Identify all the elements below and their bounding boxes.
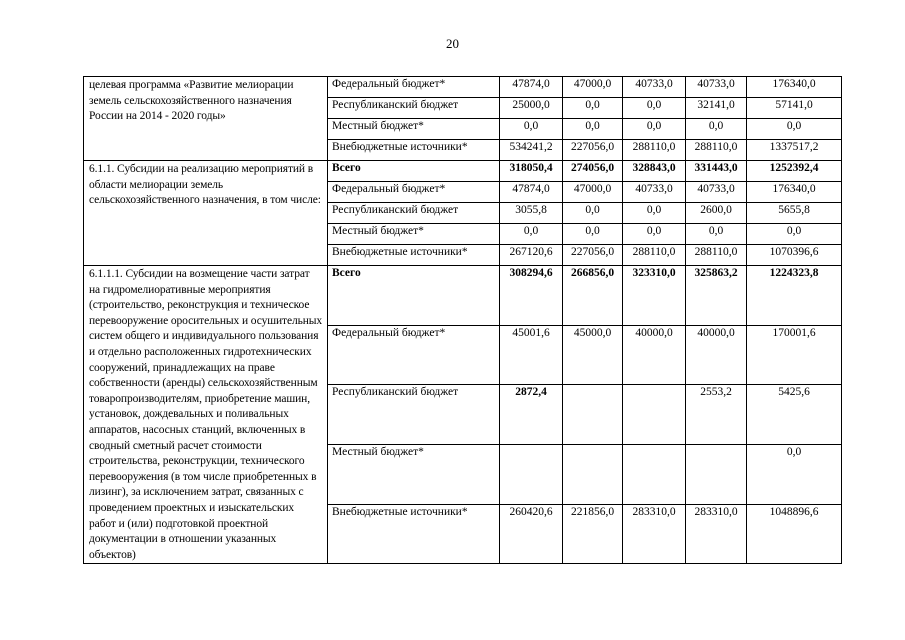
- value-cell: [623, 385, 686, 445]
- value-cell: 0,0: [563, 119, 623, 140]
- value-cell: [500, 444, 563, 504]
- funding-source: Федеральный бюджет*: [328, 182, 500, 203]
- value-cell: 47000,0: [563, 77, 623, 98]
- value-cell: 1048896,6: [747, 504, 842, 564]
- funding-source: Республиканский бюджет: [328, 98, 500, 119]
- budget-table: [83, 76, 842, 564]
- value-cell: 0,0: [686, 224, 747, 245]
- item-description: целевая программа «Развитие мелиорации земель сельскохозяйственного назначения России на 2014 - 2020 годы»: [84, 77, 328, 161]
- value-cell: 25000,0: [500, 98, 563, 119]
- funding-source: Местный бюджет*: [328, 119, 500, 140]
- value-cell: 5655,8: [747, 203, 842, 224]
- value-cell: 328843,0: [623, 161, 686, 182]
- value-cell: 0,0: [623, 119, 686, 140]
- funding-source: Местный бюджет*: [328, 224, 500, 245]
- value-cell: 534241,2: [500, 140, 563, 161]
- table-row: [84, 161, 842, 182]
- funding-source: Внебюджетные источники*: [328, 504, 500, 564]
- value-cell: 1252392,4: [747, 161, 842, 182]
- value-cell: [563, 444, 623, 504]
- value-cell: 0,0: [500, 224, 563, 245]
- funding-source: Республиканский бюджет: [328, 385, 500, 445]
- value-cell: 227056,0: [563, 245, 623, 266]
- value-cell: 0,0: [500, 119, 563, 140]
- value-cell: 40000,0: [623, 325, 686, 385]
- value-cell: 288110,0: [686, 140, 747, 161]
- table-row: [84, 266, 842, 326]
- value-cell: 0,0: [623, 98, 686, 119]
- value-cell: 274056,0: [563, 161, 623, 182]
- table-row: [84, 77, 842, 98]
- value-cell: [686, 444, 747, 504]
- value-cell: 40733,0: [686, 182, 747, 203]
- value-cell: 2600,0: [686, 203, 747, 224]
- value-cell: 318050,4: [500, 161, 563, 182]
- funding-source: Внебюджетные источники*: [328, 245, 500, 266]
- value-cell: 2872,4: [500, 385, 563, 445]
- value-cell: 283310,0: [686, 504, 747, 564]
- value-cell: 47874,0: [500, 182, 563, 203]
- value-cell: 0,0: [747, 224, 842, 245]
- funding-source: Всего: [328, 266, 500, 326]
- funding-source: Федеральный бюджет*: [328, 77, 500, 98]
- value-cell: 308294,6: [500, 266, 563, 326]
- value-cell: 260420,6: [500, 504, 563, 564]
- value-cell: 32141,0: [686, 98, 747, 119]
- value-cell: 45000,0: [563, 325, 623, 385]
- funding-source: Республиканский бюджет: [328, 203, 500, 224]
- value-cell: 221856,0: [563, 504, 623, 564]
- item-description: 6.1.1.1. Субсидии на возмещение части затрат на гидромелиоративные мероприятия (строительство, реконструкция и техническое перевооружение оросительных и осушительных систем общего и индивидуального пользования и отдельно расположенных гидротехнических сооружений, принадлежащих на праве собственности (аренды) сельскохозяйственным товаропроизводителям, приобретение машин, установок, дождевальных и поливальных аппаратов, насосных станций, включенных в сводный сметный расчет стоимости строительства, реконструкции, технического перевооружения (в том числе приобретенных в лизинг), за исключением затрат, связанных с проведением проектных и изыскательских работ и (или) подготовкой проектной документации в отношении указанных объектов): [84, 266, 328, 564]
- value-cell: 288110,0: [686, 245, 747, 266]
- page-number: 20: [446, 36, 459, 51]
- value-cell: 0,0: [563, 98, 623, 119]
- value-cell: 40733,0: [623, 182, 686, 203]
- value-cell: 40733,0: [623, 77, 686, 98]
- value-cell: 47000,0: [563, 182, 623, 203]
- value-cell: 40000,0: [686, 325, 747, 385]
- value-cell: 5425,6: [747, 385, 842, 445]
- value-cell: 1070396,6: [747, 245, 842, 266]
- value-cell: 176340,0: [747, 182, 842, 203]
- value-cell: 283310,0: [623, 504, 686, 564]
- value-cell: 40733,0: [686, 77, 747, 98]
- value-cell: 47874,0: [500, 77, 563, 98]
- value-cell: 1224323,8: [747, 266, 842, 326]
- funding-source: Всего: [328, 161, 500, 182]
- funding-source: Внебюджетные источники*: [328, 140, 500, 161]
- value-cell: 288110,0: [623, 245, 686, 266]
- value-cell: [623, 444, 686, 504]
- value-cell: 331443,0: [686, 161, 747, 182]
- funding-source: Федеральный бюджет*: [328, 325, 500, 385]
- value-cell: 57141,0: [747, 98, 842, 119]
- value-cell: 0,0: [623, 203, 686, 224]
- item-description: 6.1.1. Субсидии на реализацию мероприятий в области мелиорации земель сельскохозяйственного назначения, в том числе:: [84, 161, 328, 266]
- value-cell: 227056,0: [563, 140, 623, 161]
- value-cell: 2553,2: [686, 385, 747, 445]
- value-cell: 325863,2: [686, 266, 747, 326]
- value-cell: 0,0: [563, 203, 623, 224]
- value-cell: 176340,0: [747, 77, 842, 98]
- value-cell: 266856,0: [563, 266, 623, 326]
- value-cell: 0,0: [563, 224, 623, 245]
- value-cell: [563, 385, 623, 445]
- value-cell: 267120,6: [500, 245, 563, 266]
- funding-source: Местный бюджет*: [328, 444, 500, 504]
- value-cell: 288110,0: [623, 140, 686, 161]
- value-cell: 323310,0: [623, 266, 686, 326]
- value-cell: 0,0: [747, 119, 842, 140]
- value-cell: 1337517,2: [747, 140, 842, 161]
- value-cell: 0,0: [747, 444, 842, 504]
- value-cell: 3055,8: [500, 203, 563, 224]
- value-cell: 170001,6: [747, 325, 842, 385]
- value-cell: 45001,6: [500, 325, 563, 385]
- value-cell: 0,0: [623, 224, 686, 245]
- value-cell: 0,0: [686, 119, 747, 140]
